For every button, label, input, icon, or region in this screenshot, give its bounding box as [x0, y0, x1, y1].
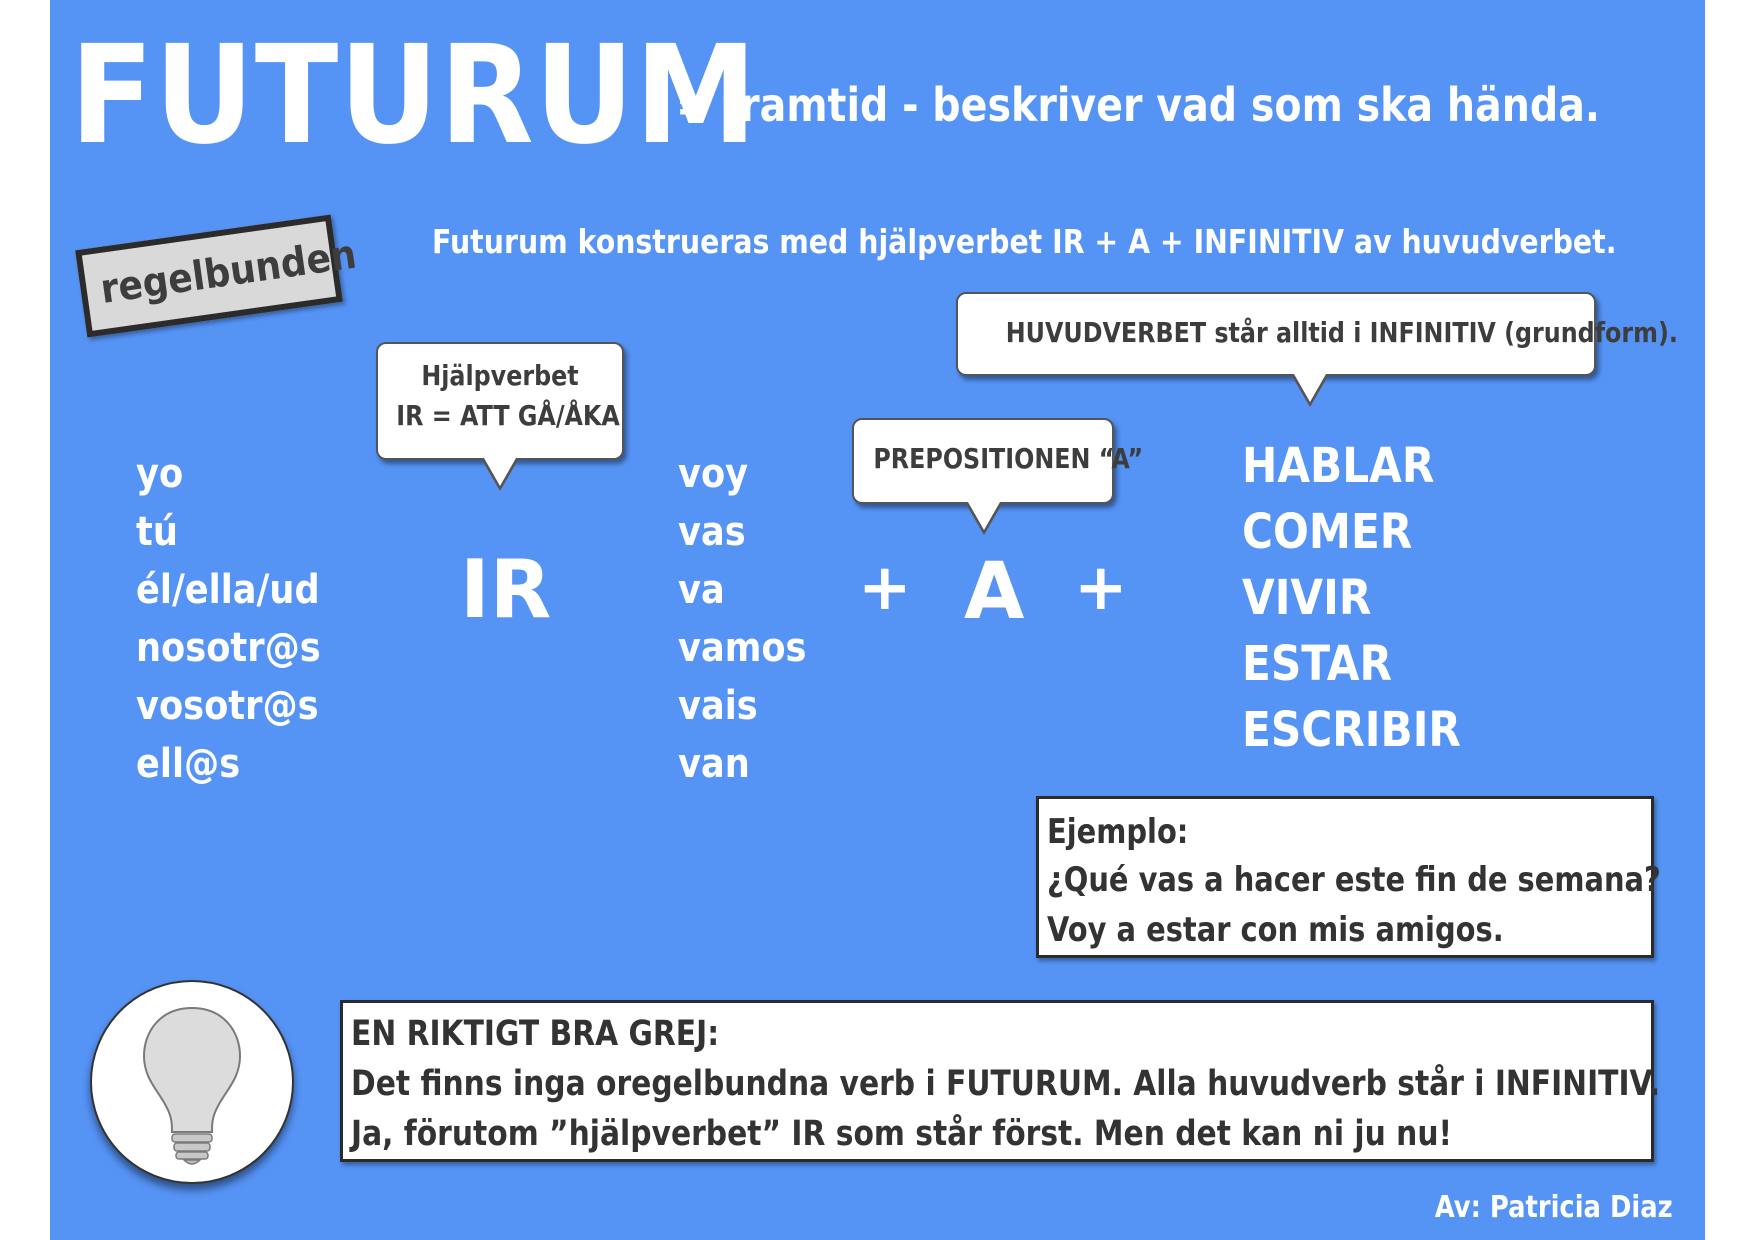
helper-verb-bubble: [376, 342, 624, 460]
ir-conjugation-list: [678, 445, 824, 793]
example-box: [1036, 796, 1661, 958]
pronoun-item: él/ella/ud: [136, 567, 320, 613]
ir-form-item: voy: [678, 451, 749, 497]
helper-verb-bubble-line2: IR = ATT GÅ/ÅKA: [396, 399, 620, 432]
regular-tag-label: regelbunden: [97, 231, 360, 313]
pronoun-item: nosotr@s: [136, 625, 321, 671]
infinitive-item: HABLAR: [1242, 438, 1435, 494]
tip-line2: Ja, förutom ”hjälpverbet” IR som står först. Men det kan ni ju nu!: [351, 1114, 1453, 1154]
plus-sign-right: +: [1074, 551, 1128, 625]
preposition-bubble: [852, 418, 1144, 504]
infinitive-item: ESCRIBIR: [1242, 702, 1461, 758]
example-heading: Ejemplo:: [1047, 812, 1189, 852]
tip-line1: Det finns inga oregelbundna verb i FUTURUM. Alla huvudverb står i INFINITIV.: [351, 1064, 1660, 1104]
pronoun-item: tú: [136, 509, 178, 555]
ir-form-item: vamos: [678, 625, 807, 671]
infinitive-item: COMER: [1242, 504, 1413, 560]
author-credit: Av: Patricia Diaz: [1435, 1190, 1673, 1225]
example-answer: Voy a estar con mis amigos.: [1047, 910, 1504, 950]
tip-box: [340, 1000, 1660, 1162]
page-title: FUTURUM: [70, 17, 758, 175]
infinitive-item: ESTAR: [1242, 636, 1393, 692]
preposition-bubble-text: PREPOSITIONEN “A”: [873, 442, 1144, 475]
slide: [50, 0, 1705, 1240]
helper-verb-bubble-line1: Hjälpverbet: [421, 359, 579, 392]
infinitive-list: [1242, 433, 1491, 763]
main-verb-bubble-text: HUVUDVERBET står alltid i INFINITIV (grundform).: [1005, 316, 1678, 349]
infinitive-item: VIVIR: [1242, 570, 1372, 626]
ir-form-item: vas: [678, 509, 746, 555]
pronoun-item: ell@s: [136, 741, 241, 787]
ir-label: IR: [460, 543, 552, 636]
page-subtitle: = framtid - beskriver vad som ska hända.: [676, 78, 1600, 132]
construction-rule: Futurum konstrueras med hjälpverbet IR + A + INFINITIV av huvudverbet.: [432, 222, 1617, 261]
regular-tag: [75, 214, 360, 337]
plus-sign-left: +: [858, 551, 912, 625]
light-bulb-icon: [92, 982, 292, 1182]
pronoun-list: [136, 445, 346, 793]
main-verb-bubble: [956, 292, 1678, 376]
ir-form-item: vais: [678, 683, 758, 729]
pronoun-item: yo: [136, 451, 184, 497]
pronoun-item: vosotr@s: [136, 683, 319, 729]
ir-form-item: van: [678, 741, 750, 787]
preposition-a: A: [964, 547, 1025, 637]
bulb-circle: [90, 980, 294, 1184]
ir-form-item: va: [678, 567, 725, 613]
example-question: ¿Qué vas a hacer este fin de semana?: [1047, 860, 1661, 900]
tip-heading: EN RIKTIGT BRA GREJ:: [351, 1014, 720, 1054]
